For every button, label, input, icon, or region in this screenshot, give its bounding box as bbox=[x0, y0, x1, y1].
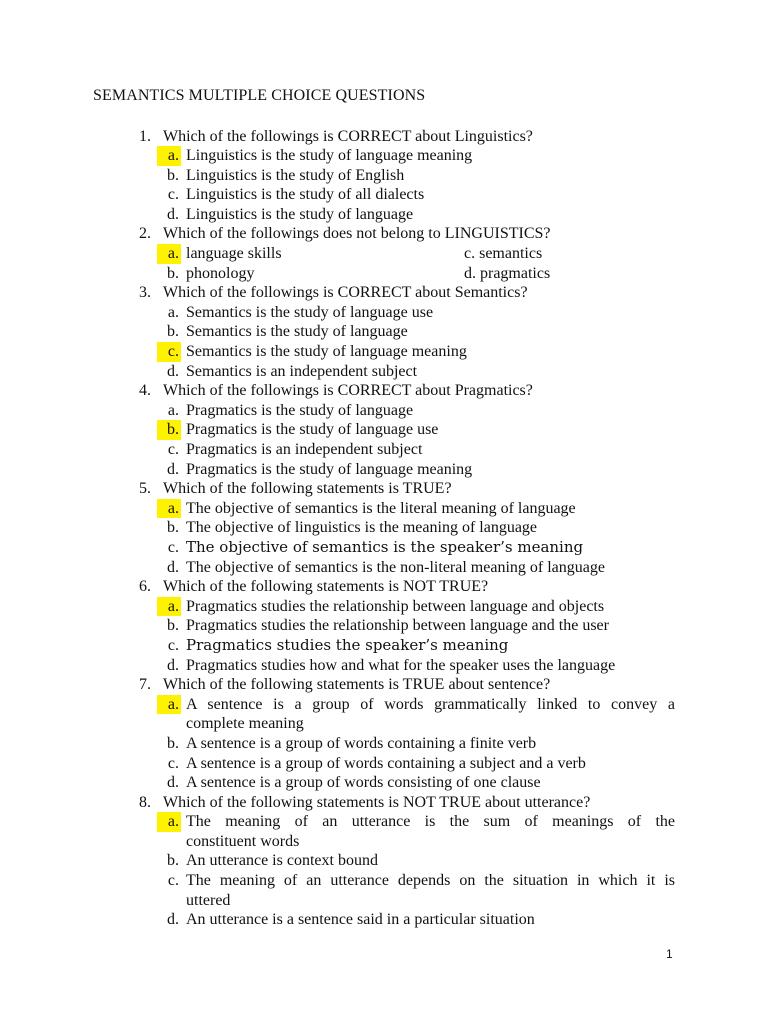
option-letter-highlighted: a. bbox=[157, 146, 181, 166]
option-row bbox=[0, 558, 768, 578]
option-row bbox=[0, 166, 768, 186]
question-text: Which of the following statements is NOT TRUE about utterance? bbox=[163, 793, 591, 811]
option-text: Linguistics is the study of English bbox=[186, 166, 405, 184]
option-letter: d. bbox=[167, 656, 179, 674]
question-number: 2. bbox=[139, 225, 151, 243]
option-text: The objective of linguistics is the meaning of language bbox=[186, 519, 538, 537]
option-letter: c. bbox=[167, 441, 179, 458]
option-row bbox=[0, 812, 768, 832]
question-7 bbox=[0, 675, 768, 695]
question-text: Which of the followings does not belong to LINGUISTICS? bbox=[163, 225, 551, 243]
option-text: Semantics is the study of language bbox=[186, 323, 408, 341]
option-letter-highlighted: a. bbox=[157, 812, 181, 832]
question-text: Which of the following statements is TRUE? bbox=[163, 480, 452, 498]
option-text: language skills bbox=[186, 245, 282, 263]
option-text: Semantics is the study of language meaning bbox=[186, 343, 467, 361]
question-number: 5. bbox=[139, 480, 151, 498]
option-letter: a. bbox=[167, 401, 179, 419]
option-text: Semantics is the study of language use bbox=[186, 303, 434, 321]
question-5 bbox=[0, 479, 768, 499]
question-number: 7. bbox=[139, 676, 151, 694]
question-number: 8. bbox=[139, 793, 151, 811]
option-row bbox=[0, 440, 768, 460]
option-text-right-column: d. pragmatics bbox=[464, 264, 551, 282]
option-letter: c. bbox=[167, 186, 179, 204]
option-text: The meaning of an utterance is the sum of meanings of the bbox=[186, 813, 675, 831]
option-letter: a. bbox=[167, 303, 179, 321]
option-row bbox=[0, 518, 768, 538]
option-row bbox=[0, 420, 768, 440]
option-text: Pragmatics studies the relationship between language and the user bbox=[186, 617, 609, 635]
question-1 bbox=[0, 127, 768, 147]
option-row bbox=[0, 616, 768, 636]
option-row bbox=[0, 499, 768, 519]
option-row bbox=[0, 244, 768, 264]
option-letter: c. bbox=[167, 636, 179, 654]
option-text: A sentence is a group of words grammatically linked to convey a bbox=[186, 695, 675, 713]
option-text: Linguistics is the study of language bbox=[186, 205, 414, 223]
option-row bbox=[0, 636, 768, 656]
option-text-right-column: c. semantics bbox=[464, 245, 543, 263]
option-text: The meaning of an utterance depends on the situation in which it is bbox=[186, 872, 675, 890]
option-letter: d. bbox=[167, 911, 179, 929]
option-letter: b. bbox=[167, 519, 179, 537]
option-row bbox=[0, 871, 768, 891]
question-number: 4. bbox=[139, 382, 151, 400]
option-letter: b. bbox=[167, 264, 179, 282]
option-row bbox=[0, 264, 768, 284]
option-letter: d. bbox=[167, 362, 179, 380]
question-list bbox=[0, 127, 768, 930]
option-row bbox=[0, 597, 768, 617]
option-text-continuation: complete meaning bbox=[186, 715, 304, 733]
option-letter: d. bbox=[167, 460, 179, 478]
question-number: 3. bbox=[139, 284, 151, 302]
option-text-continuation: constituent words bbox=[186, 832, 300, 850]
option-text: The objective of semantics is the non-literal meaning of language bbox=[186, 558, 605, 576]
option-text: Pragmatics studies how and what for the speaker uses the language bbox=[186, 656, 616, 674]
question-text: Which of the followings is CORRECT about Pragmatics? bbox=[163, 382, 533, 400]
option-text: An utterance is context bound bbox=[186, 852, 378, 870]
option-continuation-row bbox=[0, 832, 768, 852]
option-letter-highlighted: a. bbox=[157, 499, 181, 519]
option-text: An utterance is a sentence said in a particular situation bbox=[186, 911, 535, 929]
option-text: Pragmatics is the study of language meaning bbox=[186, 460, 473, 478]
question-text: Which of the followings is CORRECT about Linguistics? bbox=[163, 127, 533, 145]
option-letter: b. bbox=[167, 617, 179, 635]
question-number: 6. bbox=[139, 578, 151, 596]
option-row bbox=[0, 754, 768, 774]
question-4 bbox=[0, 381, 768, 401]
option-letter-highlighted: c. bbox=[157, 342, 181, 362]
option-continuation-row bbox=[0, 891, 768, 911]
option-letter-highlighted: a. bbox=[157, 244, 181, 264]
option-letter: b. bbox=[167, 323, 179, 341]
option-text: phonology bbox=[186, 264, 255, 282]
question-number: 1. bbox=[139, 127, 151, 145]
page-title: SEMANTICS MULTIPLE CHOICE QUESTIONS bbox=[93, 87, 426, 104]
option-text: Pragmatics is the study of language use bbox=[186, 421, 439, 439]
option-letter: b. bbox=[167, 166, 179, 184]
option-row bbox=[0, 910, 768, 930]
question-2 bbox=[0, 224, 768, 244]
option-row bbox=[0, 401, 768, 421]
option-row bbox=[0, 773, 768, 793]
option-row bbox=[0, 205, 768, 225]
option-letter: d. bbox=[167, 205, 179, 223]
option-row bbox=[0, 322, 768, 342]
option-row bbox=[0, 734, 768, 754]
option-letter: d. bbox=[167, 774, 179, 792]
option-continuation-row bbox=[0, 714, 768, 734]
option-text: Pragmatics studies the relationship between language and objects bbox=[186, 597, 605, 615]
option-text: Pragmatics is an independent subject bbox=[186, 441, 423, 458]
option-letter: d. bbox=[167, 558, 179, 576]
question-6 bbox=[0, 577, 768, 597]
option-letter-highlighted: a. bbox=[157, 597, 181, 617]
option-text: Linguistics is the study of all dialects bbox=[186, 186, 425, 204]
question-8 bbox=[0, 793, 768, 813]
option-letter: c. bbox=[167, 538, 179, 556]
question-text: Which of the followings is CORRECT about Semantics? bbox=[163, 284, 528, 302]
question-text: Which of the following statements is TRUE about sentence? bbox=[163, 676, 551, 694]
option-row bbox=[0, 146, 768, 166]
option-letter: c. bbox=[167, 872, 179, 890]
option-text: A sentence is a group of words consisting of one clause bbox=[186, 774, 541, 792]
option-text-continuation: uttered bbox=[186, 891, 231, 909]
option-letter: c. bbox=[167, 754, 179, 772]
option-row bbox=[0, 185, 768, 205]
option-letter: b. bbox=[167, 852, 179, 870]
option-text: Semantics is an independent subject bbox=[186, 362, 418, 380]
option-letter-highlighted: a. bbox=[157, 695, 181, 715]
option-row bbox=[0, 851, 768, 871]
page-number: 1 bbox=[666, 947, 673, 961]
option-row bbox=[0, 656, 768, 676]
option-row bbox=[0, 538, 768, 558]
option-text: Linguistics is the study of language meaning bbox=[186, 147, 473, 165]
question-3 bbox=[0, 283, 768, 303]
option-text: A sentence is a group of words containing a subject and a verb bbox=[186, 754, 586, 772]
option-text: The objective of semantics is the speaker’s meaning bbox=[186, 537, 584, 556]
option-text: A sentence is a group of words containing a finite verb bbox=[186, 734, 537, 752]
option-row bbox=[0, 695, 768, 715]
option-row bbox=[0, 303, 768, 323]
option-row bbox=[0, 342, 768, 362]
option-letter: b. bbox=[167, 734, 179, 752]
question-text: Which of the following statements is NOT TRUE? bbox=[163, 578, 489, 596]
option-row bbox=[0, 460, 768, 480]
option-letter-highlighted: b. bbox=[157, 420, 181, 440]
option-row bbox=[0, 362, 768, 382]
option-text: Pragmatics studies the speaker’s meaning bbox=[186, 635, 509, 654]
option-text: Pragmatics is the study of language bbox=[186, 401, 414, 419]
option-text: The objective of semantics is the literal meaning of language bbox=[186, 499, 576, 517]
